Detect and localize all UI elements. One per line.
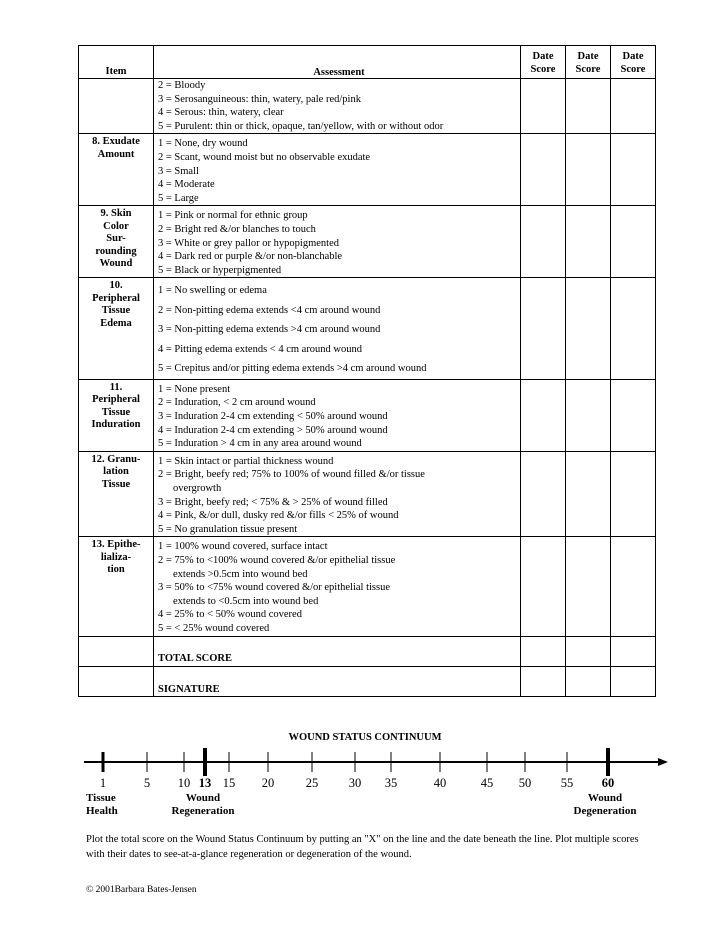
signature-row-score-cell-1[interactable] xyxy=(521,666,566,696)
item-9-score-cell-2[interactable] xyxy=(566,206,611,278)
option-text: 5 = < 25% wound covered xyxy=(158,622,270,634)
total-score-label: TOTAL SCORE xyxy=(154,636,521,666)
item-label-line: Induration xyxy=(91,419,141,431)
option-text: 1 = None, dry wound xyxy=(158,138,248,150)
item-9-score-cell-1[interactable] xyxy=(521,206,566,278)
continuum-tick-label: 5 xyxy=(143,776,151,790)
signature-label: SIGNATURE xyxy=(154,666,521,696)
assessment-cell xyxy=(154,206,521,278)
item-12-score-cell-1[interactable] xyxy=(521,451,566,537)
item-11-score-cell-3[interactable] xyxy=(611,379,656,451)
option-text: 4 = Induration 2-4 cm extending > 50% around wound xyxy=(158,424,388,436)
continuum-tick-label: 30 xyxy=(348,776,362,790)
item-label-line: lation xyxy=(103,466,129,478)
assessment-cell xyxy=(154,451,521,537)
assessment-cell xyxy=(154,134,521,206)
signature-row xyxy=(79,666,656,696)
item-label xyxy=(79,206,154,278)
continuation-score-cell-1[interactable] xyxy=(521,79,566,134)
signature-row-score-cell-2[interactable] xyxy=(566,666,611,696)
signature-row-score-cell-3[interactable] xyxy=(611,666,656,696)
item-label-line: 9. Skin xyxy=(100,208,132,220)
item-11-score-cell-2[interactable] xyxy=(566,379,611,451)
item-label-line: tion xyxy=(107,564,125,576)
item-cell-empty xyxy=(79,79,154,134)
continuum-marker-13 xyxy=(203,748,207,776)
item-12-score-cell-2[interactable] xyxy=(566,451,611,537)
item-11-score-cell-1[interactable] xyxy=(521,379,566,451)
header-assessment: Assessment xyxy=(154,46,521,79)
option-text: 1 = None present xyxy=(158,383,231,395)
item-cell-empty xyxy=(79,666,154,696)
option-text: 1 = Pink or normal for ethnic group xyxy=(158,210,308,222)
option-text: 2 = Scant, wound moist but no observable exudate xyxy=(158,151,371,163)
option-text: 2 = Induration, < 2 cm around wound xyxy=(158,397,316,409)
table-row xyxy=(79,379,656,451)
continuation-score-cell-3[interactable] xyxy=(611,79,656,134)
option-text: 4 = Moderate xyxy=(158,179,215,191)
copyright-notice: © 2001Barbara Bates-Jensen xyxy=(86,885,197,895)
continuum-tick-label: 35 xyxy=(384,776,398,790)
item-label-line: Color xyxy=(103,220,129,232)
item-label-line: Edema xyxy=(100,317,132,329)
option-text: 4 = Pitting edema extends < 4 cm around wound xyxy=(158,343,363,355)
item-label xyxy=(79,134,154,206)
assessment-cell xyxy=(154,278,521,380)
item-cell-empty xyxy=(79,636,154,666)
continuation-score-cell-2[interactable] xyxy=(566,79,611,134)
option-text: 2 = 75% to <100% wound covered &/or epithelial tissue xyxy=(158,554,396,566)
continuum-tick-label: 10 xyxy=(177,776,191,790)
option-text: 1 = Skin intact or partial thickness wound xyxy=(158,455,334,467)
item-8-score-cell-3[interactable] xyxy=(611,134,656,206)
continuum-tick-label: 13 xyxy=(198,776,212,790)
item-label-line: lializa- xyxy=(100,551,132,563)
item-13-score-cell-2[interactable] xyxy=(566,537,611,636)
item-10-score-cell-2[interactable] xyxy=(566,278,611,380)
item-10-score-cell-3[interactable] xyxy=(611,278,656,380)
item-label-line: Peripheral xyxy=(92,394,140,406)
anchor-wound-degeneration: Wound Degeneration xyxy=(573,792,637,817)
option-text: 3 = White or grey pallor or hypopigmented xyxy=(158,237,339,249)
option-text: extends >0.5cm into wound bed xyxy=(173,568,308,580)
header-date-score-2: Date Score xyxy=(566,46,611,79)
option-text: 4 = Serous: thin, watery, clear xyxy=(158,107,284,119)
item-13-score-cell-1[interactable] xyxy=(521,537,566,636)
item-label xyxy=(79,278,154,380)
option-text: 5 = Large xyxy=(158,192,199,204)
table-row xyxy=(79,451,656,537)
item-9-score-cell-3[interactable] xyxy=(611,206,656,278)
item-label-line: 11. xyxy=(109,381,123,393)
option-text: 2 = Bright, beefy red; 75% to 100% of wound filled &/or tissue xyxy=(158,469,425,481)
continuum-tick-label: 25 xyxy=(305,776,319,790)
assessment-cell xyxy=(154,537,521,636)
item-label-line: Wound xyxy=(99,258,133,270)
option-text: 3 = Serosanguineous: thin, watery, pale red/pink xyxy=(158,93,361,105)
item-8-score-cell-1[interactable] xyxy=(521,134,566,206)
continuum-arrowhead xyxy=(658,758,668,766)
option-text: 5 = Induration > 4 cm in any area around wound xyxy=(158,438,362,450)
item-label-line: Amount xyxy=(97,148,135,160)
anchor-tissue-health: Tissue Health xyxy=(86,792,118,817)
item-label-line: Tissue xyxy=(101,406,131,418)
table-row xyxy=(79,134,656,206)
option-text: 1 = No swelling or edema xyxy=(158,285,267,297)
option-text: 3 = Small xyxy=(158,165,199,177)
option-text: 5 = No granulation tissue present xyxy=(158,523,298,535)
header-item: Item xyxy=(79,46,154,79)
option-text: 1 = 100% wound covered, surface intact xyxy=(158,541,328,553)
item-label-line: rounding xyxy=(95,245,137,257)
option-text: 4 = Pink, &/or dull, dusky red &/or fills < 25% of wound xyxy=(158,510,399,522)
option-text: extends to <0.5cm into wound bed xyxy=(173,595,319,607)
instructions-text: Plot the total score on the Wound Status Continuum by putting an "X" on the line and the date beneath the line. Plot multiple scores with their dates to see-at-a-glance regeneration or degeneration of the wound. xyxy=(86,834,639,860)
option-text: 2 = Non-pitting edema extends <4 cm around wound xyxy=(158,304,381,316)
anchor-wound-regeneration: Wound Regeneration xyxy=(171,792,235,817)
option-text: 3 = Bright, beefy red; < 75% & > 25% of wound filled xyxy=(158,496,388,508)
item-label-line: 12. Granu- xyxy=(91,453,141,465)
continuum-tick-label: 20 xyxy=(261,776,275,790)
continuum-tick-label: 55 xyxy=(560,776,574,790)
wound-status-continuum xyxy=(70,742,670,778)
assessment-cell xyxy=(154,379,521,451)
table-row xyxy=(79,206,656,278)
item-label-line: 10. xyxy=(109,280,123,292)
item-label xyxy=(79,379,154,451)
continuum-title: WOUND STATUS CONTINUUM xyxy=(288,732,442,743)
option-text: 5 = Purulent: thin or thick, opaque, tan/yellow, with or without odor xyxy=(158,120,444,132)
item-10-score-cell-1[interactable] xyxy=(521,278,566,380)
option-text: 3 = Induration 2-4 cm extending < 50% around wound xyxy=(158,411,388,422)
item-label-line: 13. Epithe- xyxy=(91,539,141,551)
continuum-tick-label: 50 xyxy=(518,776,532,790)
total-score-row-score-cell-1[interactable] xyxy=(521,636,566,666)
item-12-score-cell-3[interactable] xyxy=(611,451,656,537)
header-date-score-3: Date Score xyxy=(611,46,656,79)
option-text: 5 = Black or hyperpigmented xyxy=(158,264,282,276)
option-text: 4 = 25% to < 50% wound covered xyxy=(158,609,302,621)
table-row-continuation xyxy=(79,79,656,134)
option-text: overgrowth xyxy=(173,482,222,494)
assessment-cell xyxy=(154,79,521,134)
assessment-table xyxy=(78,45,656,697)
item-label-line: Sur- xyxy=(106,233,126,245)
item-label-line: Tissue xyxy=(101,305,131,317)
table-row xyxy=(79,278,656,380)
continuum-tick-label: 1 xyxy=(99,776,107,790)
total-score-row-score-cell-3[interactable] xyxy=(611,636,656,666)
option-text: 3 = Non-pitting edema extends >4 cm around wound xyxy=(158,324,381,336)
option-text: 2 = Bright red &/or blanches to touch xyxy=(158,223,316,235)
item-label xyxy=(79,451,154,537)
continuum-tick-label: 45 xyxy=(480,776,494,790)
continuum-marker-60 xyxy=(606,748,610,776)
option-text: 2 = Bloody xyxy=(158,80,206,91)
continuum-tick-label: 60 xyxy=(601,776,615,790)
option-text: 5 = Crepitus and/or pitting edema extends >4 cm around wound xyxy=(158,363,427,375)
item-label-line: Peripheral xyxy=(92,292,140,304)
total-score-row-score-cell-2[interactable] xyxy=(566,636,611,666)
continuum-tick-label: 15 xyxy=(222,776,236,790)
item-13-score-cell-3[interactable] xyxy=(611,537,656,636)
continuum-tick-label: 40 xyxy=(433,776,447,790)
item-label-line: Tissue xyxy=(101,478,131,490)
item-8-score-cell-2[interactable] xyxy=(566,134,611,206)
item-label xyxy=(79,537,154,636)
header-row xyxy=(79,46,656,79)
option-text: 4 = Dark red or purple &/or non-blanchable xyxy=(158,251,343,263)
table-row xyxy=(79,537,656,636)
item-label-line: 8. Exudate xyxy=(92,136,140,148)
total-score-row xyxy=(79,636,656,666)
header-date-score-1: Date Score xyxy=(521,46,566,79)
option-text: 3 = 50% to <75% wound covered &/or epithelial tissue xyxy=(158,582,391,594)
